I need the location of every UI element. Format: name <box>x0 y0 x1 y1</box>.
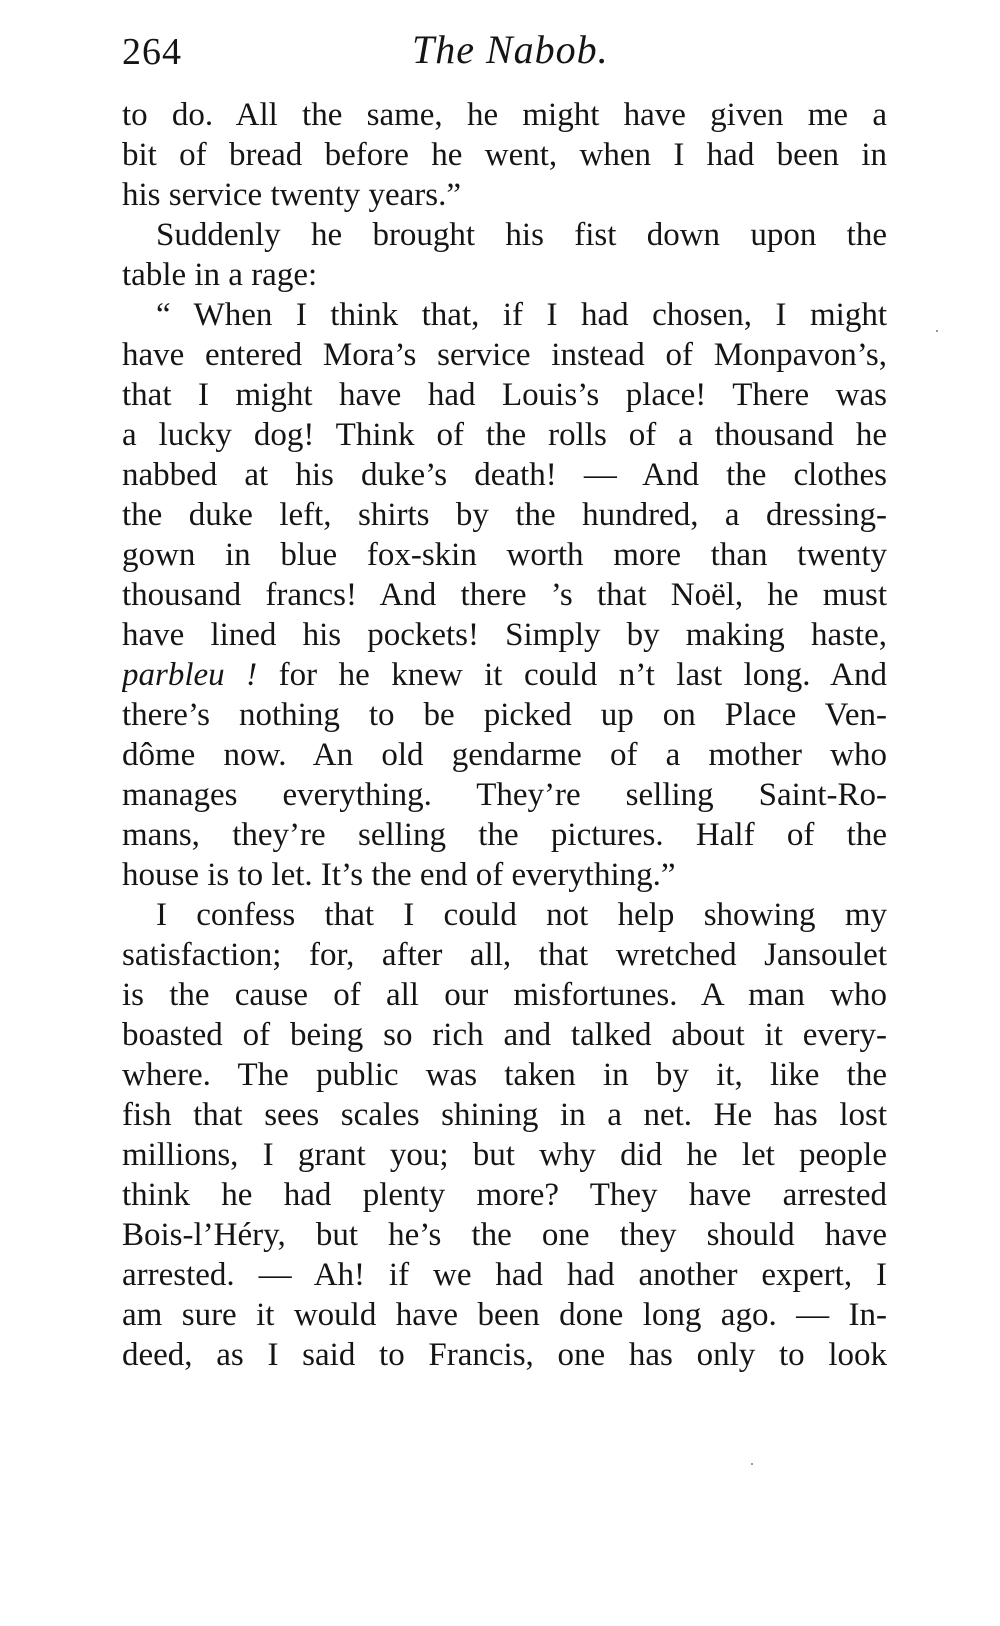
text-line: think he had plenty more? They have arrested <box>122 1177 887 1213</box>
page-header <box>122 22 887 82</box>
text-line: a lucky dog! Think of the rolls of a thousand he <box>122 417 887 453</box>
text-line: millions, I grant you; but why did he let people <box>122 1137 887 1173</box>
scan-speck <box>936 330 938 332</box>
text-line: there’s nothing to be picked up on Place Ven- <box>122 697 887 733</box>
text-line: have entered Mora’s service instead of Monpavon’s, <box>122 337 887 373</box>
text-line: nabbed at his duke’s death! — And the clothes <box>122 457 887 493</box>
text-line: arrested. — Ah! if we had had another expert, I <box>122 1257 887 1293</box>
paragraph-start-line: Suddenly he brought his fist down upon the <box>156 217 887 253</box>
italic-word: parbleu ! <box>122 657 258 693</box>
text-line-with-italic <box>122 655 887 695</box>
text-line: dôme now. An old gendarme of a mother who <box>122 737 887 773</box>
text-line: thousand francs! And there ’s that Noël, he must <box>122 577 887 613</box>
text-line: to do. All the same, he might have given me a <box>122 97 887 133</box>
scan-speck <box>751 1463 753 1465</box>
text-line: deed, as I said to Francis, one has only to look <box>122 1337 887 1373</box>
text-line: manages everything. They’re selling Saint-Ro- <box>122 777 887 813</box>
body-text <box>122 95 887 1375</box>
text-line: am sure it would have been done long ago. — In- <box>122 1297 887 1333</box>
text-line: his service twenty years.” <box>122 177 462 213</box>
text-line: fish that sees scales shining in a net. He has lost <box>122 1097 887 1133</box>
paragraph-start-line: “ When I think that, if I had chosen, I might <box>156 297 887 333</box>
text-line-rest: for he knew it could n’t last long. And <box>278 657 887 693</box>
text-line: where. The public was taken in by it, like the <box>122 1057 887 1093</box>
text-line: bit of bread before he went, when I had been in <box>122 137 887 173</box>
text-line: table in a rage: <box>122 257 318 293</box>
text-line: boasted of being so rich and talked about it every- <box>122 1017 887 1053</box>
text-line: that I might have had Louis’s place! There was <box>122 377 887 413</box>
text-line: have lined his pockets! Simply by making haste, <box>122 617 887 653</box>
text-line: mans, they’re selling the pictures. Half of the <box>122 817 887 853</box>
text-line: gown in blue fox-skin worth more than twenty <box>122 537 887 573</box>
running-title: The Nabob. <box>412 27 609 72</box>
text-line: is the cause of all our misfortunes. A man who <box>122 977 887 1013</box>
text-line: house is to let. It’s the end of everything.” <box>122 857 676 893</box>
text-line: satisfaction; for, after all, that wretched Jansoulet <box>122 937 887 973</box>
paragraph-start-line: I confess that I could not help showing my <box>156 897 887 933</box>
text-line: the duke left, shirts by the hundred, a dressing- <box>122 497 887 533</box>
text-line: Bois-l’Héry, but he’s the one they should have <box>122 1217 887 1253</box>
page-number: 264 <box>122 31 182 73</box>
